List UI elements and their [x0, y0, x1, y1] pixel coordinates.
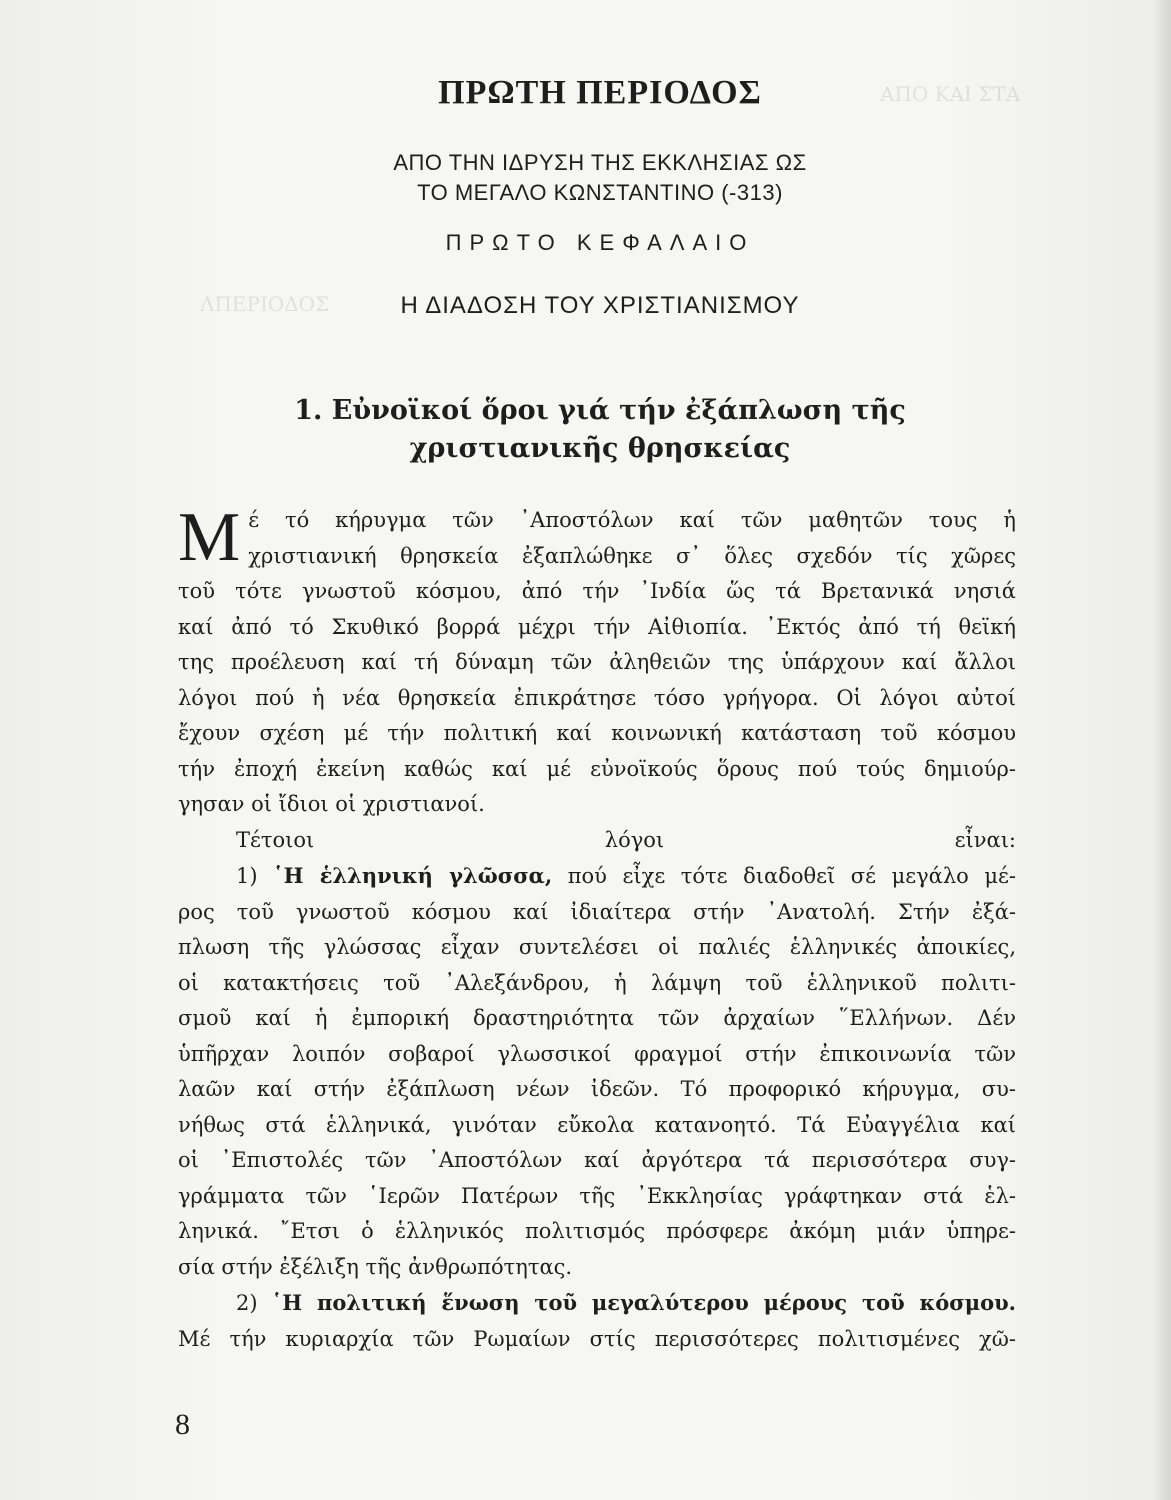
- text-line: χριστιανική θρησκεία ἐξαπλώθηκε σ᾿ ὅλες σχεδόν τίς χῶρες: [248, 543, 1016, 568]
- text-line: καί ἀπό τό Σκυθικό βορρά μέχρι τήν Αἰθιοπία. ᾿Εκτός ἀπό τή θεϊκή: [178, 614, 1016, 639]
- text-line: [178, 858, 1016, 895]
- text-line: Τέτοιοι λόγοι εἶναι:: [236, 827, 1016, 852]
- chapter-title: Η ΔΙΑΔΟΣΗ ΤΟΥ ΧΡΙΣΤΙΑΝΙΣΜΟΥ: [400, 292, 800, 319]
- text-line: ἔχουν σχέση μέ τήν πολιτική καί κοινωνική κατάσταση τοῦ κόσμου: [178, 721, 1016, 745]
- section-title-line: 1. Εὐνοϊκοί ὅροι γιά τήν ἐξάπλωση τῆς: [294, 395, 906, 426]
- show-through-text: ΛΠΕΡΙΟΔΟΣ: [200, 292, 330, 316]
- text-line: τοῦ τότε γνωστοῦ κόσμου, ἀπό τήν ᾿Ινδία ὥς τά Βρετανικά νησιά: [178, 579, 1016, 603]
- text-line: ληνικά. ῎Ετσι ὁ ἑλληνικός πολιτισμός πρόσφερε ἀκόμη μιάν ὑπηρε-: [178, 1219, 1016, 1243]
- paragraph: [178, 858, 1016, 1285]
- drop-cap: Μ: [178, 499, 241, 576]
- text-line: Μέ τήν κυριαρχία τῶν Ρωμαίων στίς περισσότερες πολιτισμένες χῶ-: [178, 1326, 1016, 1351]
- text-line: νήθως στά ἑλληνικά, γινόταν εὔκολα κατανοητό. Τά Εὐαγγέλια καί: [178, 1112, 1016, 1137]
- paragraph: [178, 823, 1016, 859]
- subtitle: [260, 148, 940, 208]
- section-title-line: χριστιανικῆς θρησκείας: [409, 433, 791, 464]
- page-number: 8: [175, 1408, 190, 1441]
- subtitle-line: ΑΠΟ ΤΗΝ ΙΔΡΥΣΗ ΤΗΣ ΕΚΚΛΗΣΙΑΣ ΩΣ: [393, 150, 807, 175]
- text-line: λόγοι πού ἡ νέα θρησκεία ἐπικράτησε τόσο γρήγορα. Οἱ λόγοι αὐτοί: [178, 685, 1016, 710]
- bold-term: ῾Η ἑλληνική γλῶσσα,: [273, 863, 553, 888]
- text-line: έ τό κήρυγμα τῶν ᾿Αποστόλων καί τῶν μαθητῶν τους ἡ: [248, 508, 1016, 532]
- text-line: γησαν οἱ ἴδιοι οἱ χριστιανοί.: [178, 792, 485, 816]
- paragraph: [178, 1285, 1016, 1357]
- period-heading: ΠΡΩΤΗ ΠΕΡΙΟΔΟΣ: [438, 74, 762, 111]
- text-line: της προέλευση καί τή δύναμη τῶν ἀληθειῶν της ὑπάρχουν καί ἄλλοι: [178, 650, 1016, 674]
- text-line: ρος τοῦ γνωστοῦ κόσμου καί ἰδιαίτερα στήν ᾿Ανατολή. Στήν ἐξά-: [178, 899, 1016, 924]
- body-text: [178, 499, 1016, 1357]
- text-line: [178, 1285, 1016, 1322]
- chapter-label: ΠΡΩΤΟ ΚΕΦΑΛΑΙΟ: [445, 230, 755, 255]
- text-line: σία στήν ἐξέλιξη τῆς ἀνθρωπότητας.: [178, 1254, 573, 1279]
- text-line: οἱ ᾿Επιστολές τῶν ᾿Αποστόλων καί ἀργότερα τά περισσότερα συγ-: [178, 1148, 1016, 1172]
- text-line: οἱ κατακτήσεις τοῦ ᾿Αλεξάνδρου, ἡ λάμψη τοῦ ἑλληνικοῦ πολιτι-: [178, 970, 1016, 995]
- spine-shadow: [1153, 0, 1171, 1500]
- text-line: πλωση τῆς γλώσσας εἶχαν συντελέσει οἱ παλιές ἑλληνικές ἀποικίες,: [178, 935, 1016, 959]
- list-number: 2): [236, 1291, 258, 1315]
- text-line: ὑπῆρχαν λοιπόν σοβαροί γλωσσικοί φραγμοί στήν ἐπικοινωνία τῶν: [178, 1041, 1016, 1066]
- text-line: σμοῦ καί ἡ ἐμπορική δραστηριότητα τῶν ἀρχαίων ῞Ελλήνων. Δέν: [178, 1006, 1016, 1030]
- text-line: τήν ἐποχή ἐκείνη καθώς καί μέ εὐνοϊκούς ὅρους πού τούς δημιούρ-: [178, 756, 1016, 781]
- list-number: 1): [236, 864, 258, 888]
- paragraph: [178, 499, 1016, 823]
- text-line: λαῶν καί στήν ἐξάπλωση νέων ἰδεῶν. Τό προφορικό κήρυγμα, συ-: [178, 1077, 1016, 1101]
- section-title: [250, 392, 950, 468]
- bold-term: ῾Η πολιτική ἕνωση τοῦ μεγαλύτερου μέρους τοῦ κόσμου.: [271, 1290, 1016, 1315]
- show-through-text: ΑΠΟ ΚΑΙ ΣΤΑ: [880, 82, 1021, 106]
- text-run: πού εἶχε τότε διαδοθεῖ σέ μεγάλο μέ-: [552, 864, 1016, 888]
- subtitle-line: ΤΟ ΜΕΓΑΛΟ ΚΩΝΣΤΑΝΤΙΝΟ (-313): [417, 180, 783, 205]
- text-line: γράμματα τῶν ῾Ιερῶν Πατέρων τῆς ᾿Εκκλησίας γράφτηκαν στά ἑλ-: [178, 1183, 1016, 1208]
